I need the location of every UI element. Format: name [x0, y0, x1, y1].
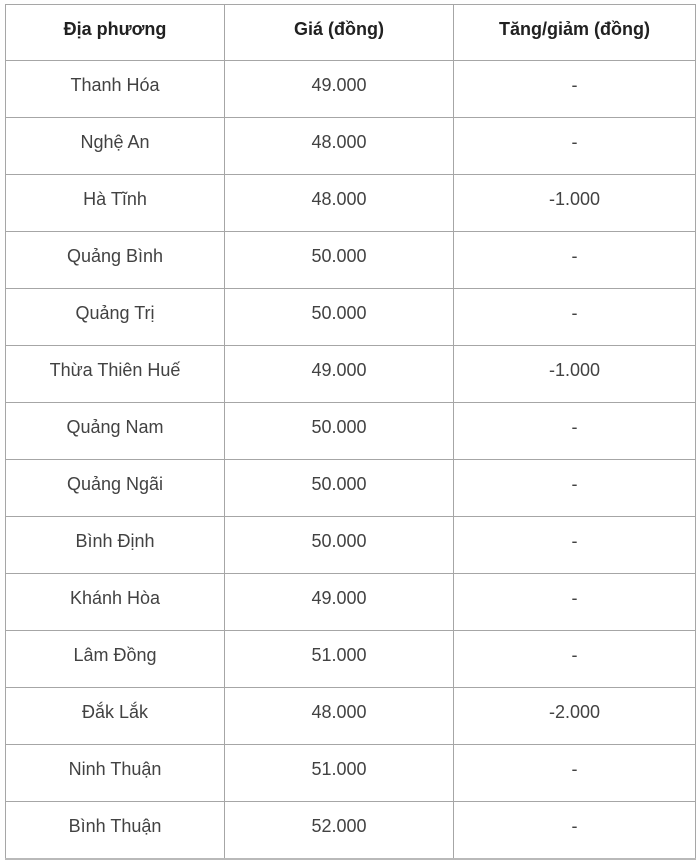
cell-price: 50.000 — [225, 460, 454, 517]
table-row — [6, 289, 696, 346]
cell-price: 48.000 — [225, 688, 454, 745]
cell-price: 50.000 — [225, 289, 454, 346]
cell-locality: Khánh Hòa — [6, 574, 225, 631]
cell-change: - — [454, 460, 696, 517]
col-header-change: Tăng/giảm (đồng) — [454, 5, 696, 61]
cell-price: 49.000 — [225, 346, 454, 403]
cell-change: - — [454, 118, 696, 175]
cell-change: - — [454, 61, 696, 118]
cell-price: 52.000 — [225, 802, 454, 860]
table-row — [6, 745, 696, 802]
table-row — [6, 346, 696, 403]
cell-change: - — [454, 403, 696, 460]
cell-change: - — [454, 574, 696, 631]
cell-price: 51.000 — [225, 745, 454, 802]
cell-locality: Thừa Thiên Huế — [6, 346, 225, 403]
table-row — [6, 631, 696, 688]
table-row — [6, 688, 696, 745]
table-row — [6, 232, 696, 289]
table-row — [6, 403, 696, 460]
cell-price: 49.000 — [225, 574, 454, 631]
col-header-price: Giá (đồng) — [225, 5, 454, 61]
price-table — [5, 4, 696, 860]
cell-price: 50.000 — [225, 232, 454, 289]
table-row — [6, 175, 696, 232]
cell-price: 48.000 — [225, 118, 454, 175]
cell-locality: Thanh Hóa — [6, 61, 225, 118]
cell-locality: Quảng Nam — [6, 403, 225, 460]
cell-locality: Bình Thuận — [6, 802, 225, 860]
cell-change: - — [454, 631, 696, 688]
header-row — [6, 5, 696, 61]
cell-price: 51.000 — [225, 631, 454, 688]
cell-change: - — [454, 232, 696, 289]
cell-change: - — [454, 802, 696, 860]
table-row — [6, 802, 696, 860]
cell-price: 48.000 — [225, 175, 454, 232]
table-body — [6, 61, 696, 860]
table-row — [6, 61, 696, 118]
cell-change: -1.000 — [454, 346, 696, 403]
cell-change: -2.000 — [454, 688, 696, 745]
cell-locality: Đắk Lắk — [6, 688, 225, 745]
cell-price: 49.000 — [225, 61, 454, 118]
cell-change: - — [454, 745, 696, 802]
cell-price: 50.000 — [225, 517, 454, 574]
cell-locality: Quảng Bình — [6, 232, 225, 289]
cell-locality: Quảng Trị — [6, 289, 225, 346]
cell-locality: Hà Tĩnh — [6, 175, 225, 232]
cell-locality: Bình Định — [6, 517, 225, 574]
table-row — [6, 118, 696, 175]
cell-price: 50.000 — [225, 403, 454, 460]
cell-locality: Nghệ An — [6, 118, 225, 175]
cell-change: -1.000 — [454, 175, 696, 232]
cell-change: - — [454, 289, 696, 346]
col-header-locality: Địa phương — [6, 5, 225, 61]
cell-locality: Lâm Đồng — [6, 631, 225, 688]
cell-locality: Quảng Ngãi — [6, 460, 225, 517]
price-table-container — [5, 4, 695, 860]
table-row — [6, 460, 696, 517]
cell-locality: Ninh Thuận — [6, 745, 225, 802]
cell-change: - — [454, 517, 696, 574]
table-row — [6, 517, 696, 574]
table-row — [6, 574, 696, 631]
